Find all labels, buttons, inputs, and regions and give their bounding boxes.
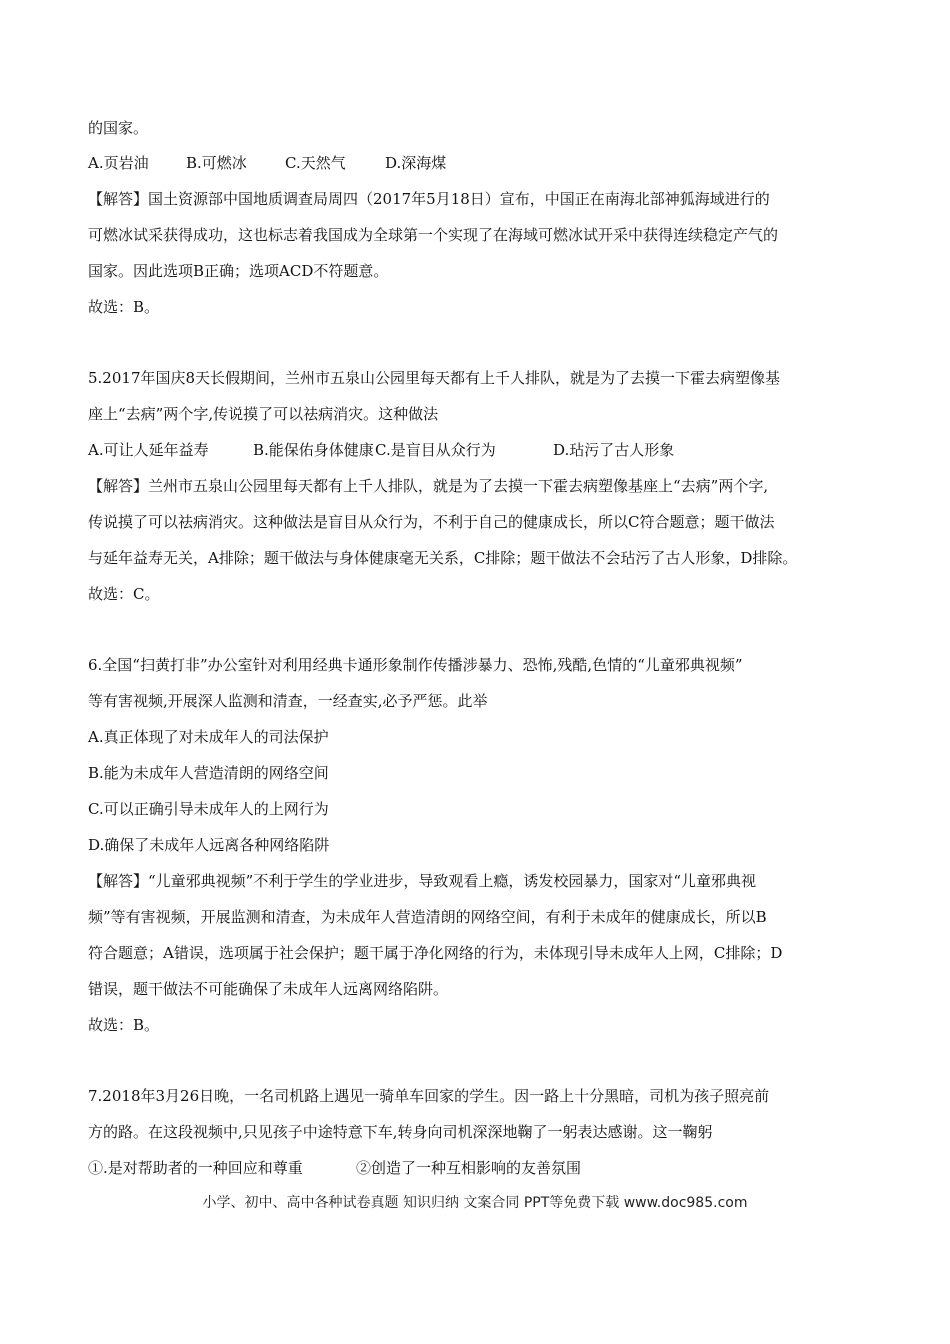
q5-stem-line: 5.2017年国庆8天长假期间，兰州市五泉山公园里每天都有上千人排队，就是为了去摸一下霍去病塑像基	[88, 369, 781, 387]
q5-option-b: B.能保佑身体健康	[253, 441, 374, 459]
q4-option-d: D.深海煤	[385, 154, 447, 172]
q5-answer-line: 与延年益寿无关，A排除；题干做法与身体健康毫无关系，C排除；题干做法不会玷污了古人形象，D排除。	[88, 549, 798, 567]
q6-choice: 故选：B。	[88, 1016, 160, 1034]
q7-option-2: ②创造了一种互相影响的友善氛围	[356, 1159, 582, 1177]
q5-choice: 故选：C。	[88, 585, 160, 603]
q4-answer-line: 【解答】国土资源部中国地质调查局周四（2017年5月18日）宣布，中国正在南海北部神狐海域进行的	[88, 190, 770, 208]
q6-answer-line: 频”等有害视频，开展监测和清查，为未成年人营造清朗的网络空间，有利于未成年的健康成长，所以B	[88, 908, 767, 926]
q6-option-b: B.能为未成年人营造清朗的网络空间	[88, 764, 329, 782]
q6-option-c: C.可以正确引导未成年人的上网行为	[88, 800, 329, 818]
q4-answer-line: 可燃冰试采获得成功，这也标志着我国成为全球第一个实现了在海域可燃冰试开采中获得连续稳定产气的	[88, 226, 779, 244]
q6-stem-line: 6.全国“扫黄打非”办公室针对利用经典卡通形象制作传播涉暴力、恐怖,残酷,色情的“儿童邪典视频”	[88, 656, 743, 674]
q4-option-a: A.页岩油	[88, 154, 149, 172]
q7-option-1: ①.是对帮助者的一种回应和尊重	[88, 1159, 303, 1177]
q5-answer-line: 【解答】兰州市五泉山公园里每天都有上千人排队，就是为了去摸一下霍去病塑像基座上“去病”两个字,	[88, 477, 769, 495]
q4-option-c: C.天然气	[285, 154, 346, 172]
q6-answer-line: 符合题意；A错误，选项属于社会保护；题干属于净化网络的行为，未体现引导未成年人上网，C排除；D	[88, 944, 783, 962]
q4-answer-line: 国家。因此选项B正确；选项ACD不符题意。	[88, 262, 389, 280]
q4-choice: 故选：B。	[88, 298, 160, 316]
q7-stem-line: 7.2018年3月26日晚，一名司机路上遇见一骑单车回家的学生。因一路上十分黑暗，司机为孩子照亮前	[88, 1087, 770, 1105]
q5-option-a: A.可让人延年益寿	[88, 441, 209, 459]
q4-stem-tail: 的国家。	[88, 119, 149, 137]
q4-option-b: B.可燃冰	[186, 154, 247, 172]
q6-answer-line: 错误，题干做法不可能确保了未成年人远离网络陷阱。	[88, 980, 449, 998]
q6-stem-line: 等有害视频,开展深人监测和清查，一经查实,必予严惩。此举	[88, 692, 488, 710]
q5-option-c: C.是盲目从众行为	[375, 441, 496, 459]
page-footer: 小学、初中、高中各种试卷真题 知识归纳 文案合同 PPT等免费下载 www.doc985.com	[202, 1195, 748, 1211]
q5-answer-line: 传说摸了可以祛病消灾。这种做法是盲目从众行为，不利于自己的健康成长，所以C符合题意；题干做法	[88, 513, 775, 531]
q7-stem-line: 方的路。在这段视频中,只见孩子中途特意下车,转身向司机深深地鞠了一躬表达感谢。这一鞠躬	[88, 1123, 713, 1141]
q5-stem-line: 座上“去病”两个字,传说摸了可以祛病消灾。这种做法	[88, 405, 439, 423]
q6-answer-line: 【解答】“儿童邪典视频”不利于学生的学业进步，导致观看上瘾，诱发校园暴力，国家对“儿童邪典视	[88, 872, 757, 890]
q6-option-a: A.真正体现了对未成年人的司法保护	[88, 728, 329, 746]
q5-option-d: D.玷污了古人形象	[553, 441, 675, 459]
q6-option-d: D.确保了未成年人远离各种网络陷阱	[88, 836, 330, 854]
